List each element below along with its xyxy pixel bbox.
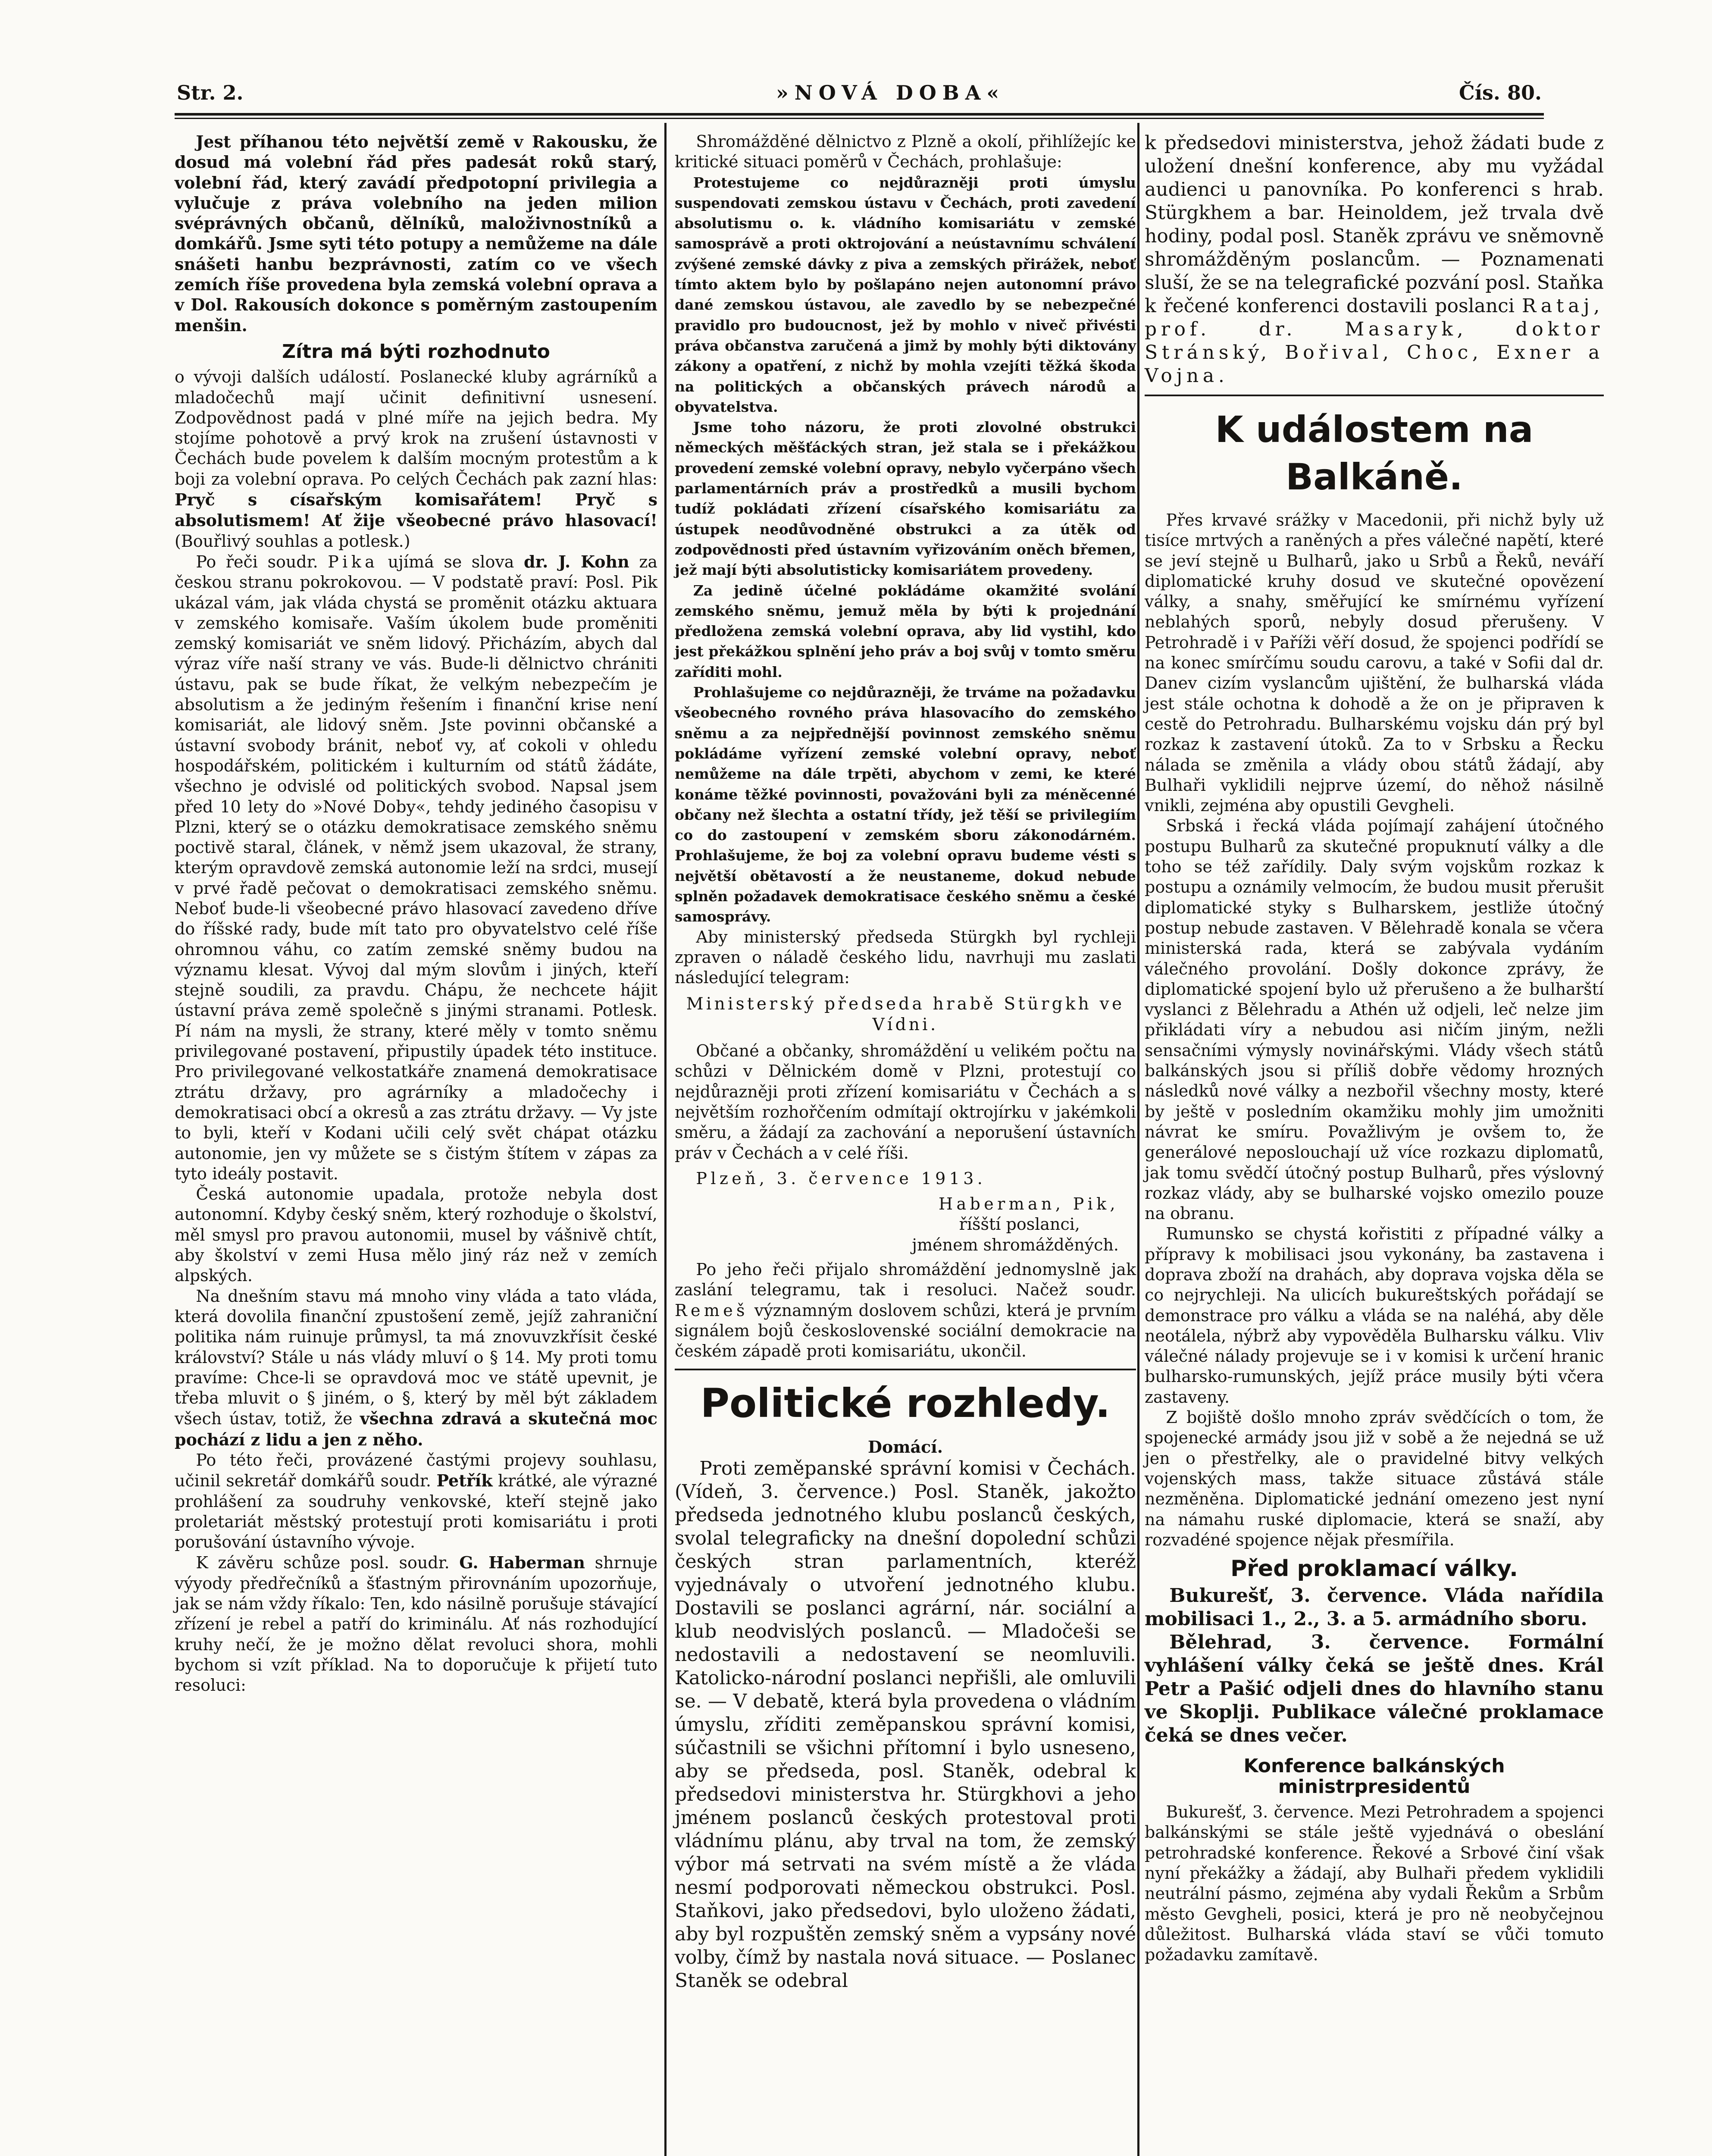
paragraph: Po jeho řeči přijalo shromáždění jednomyslně jak zaslání telegramu, tak i resoluci. Načež soudr. Remeš významným doslovem schůzi, která je prvním signálem bojů československé sociální demokracie na českém západě proti komisariátu, ukončil. xyxy=(675,1260,1136,1361)
paragraph: Rumunsko se chystá kořistiti z případné války a přípravy k mobilisaci jsou vykonány, ba zastavena i doprava zboží na drahách, aby doprava vojska děla se co nejrychleji. Na ulicích bukureštských pořádají se demonstrace pro válku a vláda se na naléhá, aby děle neotálela, nýbrž aby vypověděla Bulharsku válku. Vliv válečné nálady projevuje se i v komisi k určení hranic bulharsko-rumunských, jejíž práce musily býti včera zastaveny. xyxy=(1145,1224,1604,1407)
header-rule-thin xyxy=(175,118,1544,119)
paragraph: Srbská i řecká vláda pojímají zahájení útočného postupu Bulharů za skutečné propuknutí války a dle toho se též zařídily. Daly svým vojskům rozkaz k postupu a oznámily velmocím, že budou musit přerušit diplomatické styky s Bulharskem, jestliže útočný postup nebude zastaven. V Bělehradě konala se včera ministerská rada, která se zabývala vydáním válečného provolání. Došly dokonce zprávy, že diplomatické spojení bylo už přerušeno a že bulharští vyslanci z Bělehradu a Athén už odjeli, leč nelze jim přikládati víry a nebudou asi ničím jiným, nežli sensačními výmysly novinářskými. Vlády všech států balkánských jsou si příliš dobře vědomy hrozných následků nové války a nezbořil všechny mosty, které by ještě v posledním okamžiku mohly jim umožniti návrat ke smíru. Považlivým je ovšem to, že generálové neposlouchají už více rozkazu diplomatů, jak tomu svědčí útočný postup Bulharů, přes výslovný rozkaz vlády, aby se bulharské vojsko omezilo pouze na obranu. xyxy=(1145,816,1604,1223)
section-rule xyxy=(1145,395,1604,396)
signature-title: říšští poslanci, xyxy=(959,1215,1080,1234)
masthead: »NOVÁ DOBA« xyxy=(776,81,1005,104)
paragraph: o vývoji dalších událostí. Poslanecké kluby agrárníků a mladočechů mají učinit definitivní usnesení. Zodpovědnost padá v plné míře na jejich bedra. My stojíme pohotově a prvý krok na zrušení ústavnosti v Čechách bude povelem k dalším mocným protestům a k boji za volební oprava. Po celých Čechách pak zazní hlas: Pryč s císařským komisařátem! Pryč s absolutismem! Ať žije všeobecné právo hlasovací! (Bouřlivý souhlas a potlesk.) xyxy=(175,367,657,551)
column-1 xyxy=(175,132,657,1696)
subheading: Před proklamací války. xyxy=(1230,1556,1518,1582)
signature-note: jménem shromážděných. xyxy=(912,1235,1119,1254)
paragraph: Z bojiště došlo mnoho zpráv svědčících o tom, že spojenecké armády jsou již v sobě a že nejedná se už jen o přestřelky, ale o pravidelné bitvy velkých vojenských mass, takže situace zůstává stále nezměněna. Diplomatické jednání omezeno jest nyní na námahu ruské diplomacie, která se snaží, aby rozvadéné spojence nějak přesmířila. xyxy=(1145,1408,1604,1549)
section-title: Politické rozhledy. xyxy=(700,1380,1111,1426)
column-rule-1 xyxy=(664,123,667,2156)
news-item: Bukurešť, 3. července. Vláda nařídila mobilisaci 1., 2., 3. a 5. armádního sboru. xyxy=(1145,1585,1604,1630)
paragraph: Aby ministerský předseda Stürgkh byl rychleji zpraven o náladě českého lidu, navrhuji mu zaslati následující telegram: xyxy=(675,927,1136,987)
signature: Haberman, Pik, xyxy=(939,1194,1119,1214)
paragraph: Po řeči soudr. Pika ujímá se slova dr. J. Kohn za českou stranu pokrokovou. — V podstatě praví: Posl. Pik ukázal vám, jak vláda chystá se proměnit otázku aktuara v zemského komisaře. Vaším úkolem bude proměniti zemský komisariát ve sněm lidový. Přicházím, abych dal výraz víře naší strany ve vás. Bude-li dělnictvo chrániti ústavu, pak se bude říkat, že velkým nebezpečím je absolutism a že jediným řešením i finanční krise není komisariát, ale lidový sněm. Jste povinni občanské a ústavní svobody bránit, neboť vy, ať cokoli v ohledu hospodářském, politickém i kulturním od států žádáte, všechno je odvislé od politických svobod. Napsal jsem před 10 lety do »Nové Doby«, tehdy jediného časopisu v Plzni, který se o otázku demokratisace zemského sněmu poctivě staral, článek, v němž jsem ukazoval, že strany, kterým opravdově zemská autonomie leží na srdci, musejí v prvé řadě pečovat o demokratisaci zemského sněmu. Neboť bude-li všeobecné právo hlasovací zavedeno dříve do říšské rady, bude mít tato pro obyvatelstvo celé říše ohromnou váhu, co zatím zemské sněmy budou na významu klesat. Vývoj dal mým slovům i jiných, kteří stejně soudili, za pravdu. Chápu, že nechcete hájit ústavní práva země společně s jinými stranami. Potlesk. Pí nám na mysli, že strany, které měly v tomto sněmu privilegované postavení, připustily úpadek této instituce. Pro privilegované velkostatkáře znamená demokratisace ztrátu državy, pro agrárníky a mladočechy i demokratisaci obcí a okresů a zas ztrátu državy. — Vy jste to byli, kteří v Kodani učili celý svět chápat otázku autonomie, jen vy můžete se s čistým štítem v zápas za tyto ideály postavit. xyxy=(175,552,657,1183)
paragraph: Po této řeči, provázené častými projevy souhlasu, učinil sekretář domkářů soudr. Petřík krátké, ale výrazné prohlášení za soudruhy venkovské, kteří stejně jako proletariát městský protestují proti komisariátu i proti porušování ústavního vývoje. xyxy=(175,1451,657,1552)
column-2 xyxy=(675,132,1136,1993)
paragraph: K závěru schůze posl. soudr. G. Haberman shrnuje výyody předřečníků a šťastným přirovnáním upozorňuje, jak se nám vždy říkalo: Ten, kdo násilně porušuje stávající zřízení je rebel a patří do kriminálu. Ať nás rozhodující kruhy nečí, že je možno dělat revoluci shora, mohli bychom si vzít příklad. Na to doporučuje k přijetí tuto resoluci: xyxy=(175,1553,657,1695)
telegram-address: Ministerský předseda hrabě Stürgkh ve Vídni. xyxy=(686,994,1125,1034)
page-number: Str. 2. xyxy=(177,81,244,104)
resolution-paragraph: Za jedině účelné pokládáme okamžité svolání zemského sněmu, jemuž měla by býti k projednání předložena zemská volební oprava, aby lid vystihl, kdo jest překážkou splnění jeho práv a boj svůj v tomto směru zaříditi mohl. xyxy=(675,582,1136,680)
telegram-date: Plzeň, 3. července 1913. xyxy=(696,1169,986,1188)
paragraph: Shromážděné dělnictvo z Plzně a okolí, přihlížejíc ke kritické situaci poměrů v Čechách, prohlašuje: xyxy=(675,132,1136,172)
section-subtitle: Domácí. xyxy=(868,1437,943,1457)
paragraph: Přes krvavé srážky v Macedonii, při nichž byly už tisíce mrtvých a raněných a přes válečné napětí, které se jeví stejně u Bulharů, jako u Srbů a Řeků, neváří diplomatické kruhy dosud ve skutečné opovězení války, a snahy, směřující ke smírnému vyřízení neblahých sporů, nebyly dosud přerušeny. V Petrohradě i v Paříži věří dosud, že spojenci podřídí se na konec smírčímu soudu carovu, a také v Sofii dal dr. Danev cizím vyslancům ujištění, že bulharská vláda jest stále ochotna k dohodě a že on je připraven k cestě do Petrohradu. Bulharskému vojsku dán prý byl rozkaz k zastavení útoků. Za to v Srbsku a Řecku nálada se změnila a vlády obou států žádají, aby Bulhaři vyklidili nejprve území, do něhož násilně vnikli, zejména aby opustili Gevgheli. xyxy=(1145,511,1604,815)
section-rule xyxy=(675,1369,1136,1370)
paragraph: Občané a občanky, shromáždění u velikém počtu na schůzi v Dělnickém domě v Plzni, protestují co nejdůrazněji proti zřízení komisariátu v Čechách a s největším rozhořčením odmítají oktrojírku v jakémkoli směru, a žádají za zachování a neporušení ústavních práv v Čechách a v celé říši. xyxy=(675,1041,1136,1163)
paragraph: Česká autonomie upadala, protože nebyla dost autonomní. Kdyby český sněm, který rozhoduje o školství, měl smysl pro pravou autonomii, musel by vášnivě chtít, aby školství v zemi Husa mělo jiný ráz než v zemích alpských. xyxy=(175,1185,657,1285)
resolution-paragraph: Prohlašujeme co nejdůrazněji, že trváme na požadavku všeobecného rovného práva hlasovacího do zemského sněmu a za nejpřednější povinnost zemského sněmu pokládáme vyřízení zemské volební opravy, neboť nemůžeme na dále trpěti, abychom v zemi, ke které konáme těžké povinnosti, považováni byli za méněcenné občany než šlechta a ostatní třídy, jež těší se privilegiím co do zastoupení v zemském sboru zákonodárném. Prohlašujeme, že boj za volební opravu budeme vésti s největší obětavostí a že neustaneme, dokud nebude splněn požadavek demokratisace českého sněmu a české samosprávy. xyxy=(675,684,1136,925)
news-item: Bukurešť, 3. července. Mezi Petrohradem a spojenci balkánskými se stále ještě vyjednává o obeslání petrohradské konference. Řekové a Srbové činí však nyní překážky a žádají, aby Bulhaři předem vyklidili neutrální pásmo, zejména aby vydali Řekům a Srbům město Gevgheli, posici, která je pro ně neobyčejnou důležitost. Bulharská vláda staví se vůči tomuto požadavku zamítavě. xyxy=(1145,1802,1604,1965)
news-item: Proti zeměpanské správní komisi v Čechách. (Vídeň, 3. července.) Posl. Staněk, jakožto předseda jednotného klubu poslanců českých, svolal telegraficky na dnešní dopolední schůzi českých stran parlamentních, kteréž vyjednávaly o utvoření jednotného klubu. Dostavili se poslanci agrární, nár. sociální a klub neodvislých poslanců. — Mladočeši se nedostavili a nedostavení se neomluvili. Katolicko-národní poslanci nepřišli, ale omluvili se. — V debatě, která byla provedena o vládním úmyslu, zříditi zeměpanskou správní komisi, súčastnili se všichni přítomní i bylo usneseno, aby se předseda, posl. Staněk, odebral k předsedovi ministerstva hr. Stürgkhovi a jeho jménem poslanců českých protestoval proti vládnímu plánu, aby trval na tom, že zemský výbor má setrvati na svém místě a že vláda nesmí podporovati německou obstrukci. Posl. Staňkovi, jako předsedovi, bylo uloženo žádati, aby byl rozpuštěn zemský sněm a vypsány nové volby, čímž by nastala nová situace. — Poslanec Staněk se odebral xyxy=(675,1457,1136,1992)
header-rule xyxy=(175,113,1544,116)
issue-number: Čís. 80. xyxy=(1458,81,1542,104)
paragraph: Jest příhanou této největší země v Rakousku, že dosud má volební řád přes padesát roků starý, volební řád, který zavádí předpotopní privilegia a vylučuje z práva volebního na jeden milion svéprávných občanů, dělníků, maloživnostníků a domkářů. Jsme syti této potupy a nemůžeme na dále snášeti hanbu bezprávnosti, zatím co ve všech zemích říše provedena byla zemská volební oprava a v Dol. Rakousích dokonce s poměrným zastoupením menšin. xyxy=(175,132,657,335)
news-item: Bělehrad, 3. července. Formální vyhlášení války čeká se ještě dnes. Král Petr a Pašić odjeli dnes do hlavního stanu ve Skoplji. Publikace válečné proklamace čeká se dnes večer. xyxy=(1145,1631,1604,1747)
column-rule-2 xyxy=(1137,123,1139,2156)
section-title: K událostem na Balkáně. xyxy=(1215,408,1534,498)
column-3 xyxy=(1145,132,1604,1965)
subheading: Zítra má býti rozhodnuto xyxy=(282,340,550,363)
resolution-paragraph: Jsme toho názoru, že proti zlovolné obstrukci německých měšťáckých stran, jež stala se i překážkou provedení zemské volební opravy, nebylo vyčerpáno všech parlamentárních práv a prostředků a musili bychom tudíž pokládati zřízení císařského komisariátu za ústupek neodůvodněné obstrukci a za útěk od zodpovědnosti před ústavním vyřizováním oněch břemen, jež mají býti absolutisticky komisariátem provedeny. xyxy=(675,419,1136,579)
subheading: Konference balkánských ministrpresidentů xyxy=(1243,1755,1505,1798)
resolution-paragraph: Protestujeme co nejdůrazněji proti úmyslu suspendovati zemskou ústavu v Čechách, proti zavedení absolutismu o. k. vládního komisariátu v zemské samosprávě a proti oktrojování a neústavnímu schválení zvýšené zemské dávky z piva a zemských přirážek, neboť tímto aktem bylo by pošlapáno nejen autonomní právo dané zemskou ústavou, ale zavedlo by se nebezpečné pravidlo pro budoucnost, jež by mohlo v niveč přivésti práva občanstva zaručená a jimž by mohly býti diktovány zákony a opatření, z nichž by mohla vzejíti těžká škoda na politických a občanských právech národů a obyvatelstva. xyxy=(675,174,1136,415)
paragraph: Na dnešním stavu má mnoho viny vláda a tato vláda, která dovolila finanční zpustošení země, jejíž zahraniční politika nám ruinuje průmysl, ta má znovuvzkřísit české království? Stále u nás vlády mluví o § 14. My proti tomu pravíme: Chce-li se opravdová moc ve státě upevnit, je třeba mluvit o § jiném, o §, který by měl být základem všech ústav, totiž, že všechna zdravá a skutečná moc pochází z lidu a jen z něho. xyxy=(175,1286,657,1449)
paragraph: k předsedovi ministerstva, jehož žádati bude z uložení dnešní konference, aby mu vyžádal audienci u panovníka. Po konferenci s hrab. Stürgkhem a bar. Heinoldem, jež trvala dvě hodiny, podal posl. Staněk zprávu ve sněmovně shromážděným poslancům. — Poznamenati sluší, že se na telegrafické pozvání posl. Staňka k řečené konferenci dostavili poslanci Rataj, prof. dr. Masaryk, doktor Stránský, Bořival, Choc, Exner a Vojna. xyxy=(1145,132,1604,387)
